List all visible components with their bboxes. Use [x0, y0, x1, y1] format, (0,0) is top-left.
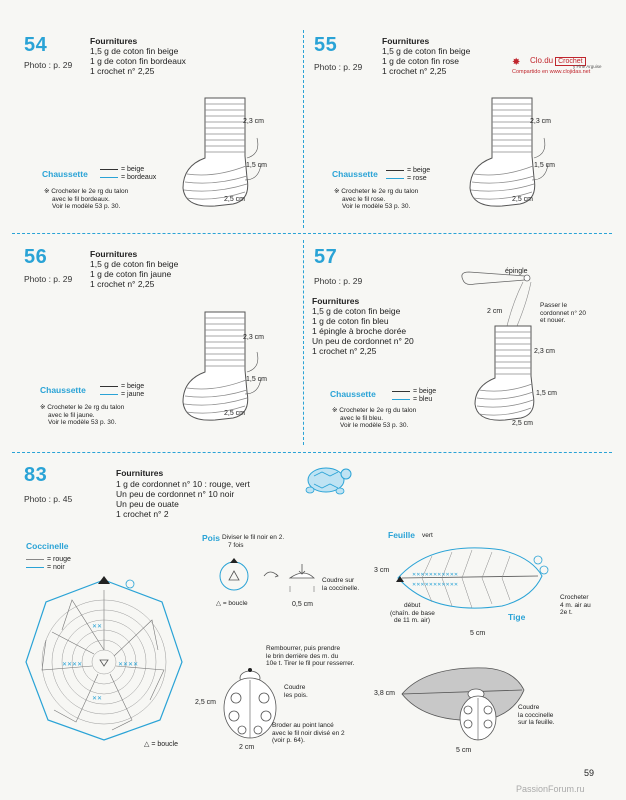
sock-legend-57: = beige = bleu — [392, 388, 436, 404]
sock-note-57: ※ Crocheter le 2e rg du talon avec le fil bleu. Voir le modèle 53 p. 30. — [332, 407, 417, 429]
sock-title-57: Chaussette — [330, 389, 376, 399]
ladybug-title: Coccinelle — [26, 541, 69, 551]
sock-note-54: ※ Crocheter le 2e rg du talon avec le fil bordeaux. Voir le modèle 53 p. 30. — [44, 188, 129, 210]
dots-loop-legend: △ = boucle — [216, 600, 248, 607]
dim-dot: 0,5 cm — [292, 601, 314, 608]
legend-line-color — [100, 177, 118, 178]
divider-vertical-mid — [303, 240, 304, 445]
dim-leaf-width: 5 cm — [470, 630, 486, 637]
model-number-57: 57 — [314, 246, 338, 268]
logo-brand-box: Crochet — [555, 57, 586, 66]
photo-ref-55: Photo : p. 29 — [314, 62, 363, 72]
sock-note-56: ※ Crocheter le 2e rg du talon avec le fil jaune. Voir le modèle 53 p. 30. — [40, 404, 125, 426]
photo-ref-57: Photo : p. 29 — [314, 276, 363, 286]
stem-title: Tige — [508, 612, 526, 622]
supplies-title-56: Fournitures — [90, 249, 138, 259]
dim-foot-56: 2,5 cm — [224, 410, 246, 417]
dim-loop-57: 2 cm — [487, 308, 503, 315]
leaf-color: vert — [422, 532, 433, 539]
label-pin: épingle — [505, 268, 528, 275]
dim-foot-54: 2,5 cm — [224, 196, 246, 203]
logo-mark-icon: ✸ — [512, 57, 521, 68]
dots-title: Pois — [202, 533, 220, 543]
dim-height-57: 2,3 cm — [534, 348, 556, 355]
dim-leaf2-width: 5 cm — [456, 747, 472, 754]
model-number-56: 56 — [24, 246, 48, 268]
dim-foot-57: 2,5 cm — [512, 420, 534, 427]
sock-note-55: ※ Crocheter le 2e rg du talon avec le fil rose. Voir le modèle 53 p. 30. — [334, 188, 419, 210]
photo-ref-56: Photo : p. 29 — [24, 274, 73, 284]
divider-vertical-top — [303, 30, 304, 228]
supplies-list-54: 1,5 g de coton fin beige 1 g de coton fin bordeaux 1 crochet n° 2,25 — [90, 46, 186, 76]
dot-chart-diagram — [214, 554, 254, 598]
ladybug-legend: = rouge = noir — [26, 556, 71, 572]
dim-foot-55: 2,5 cm — [512, 196, 534, 203]
sew-leaf-note: Coudre la coccinelle sur la feuille. — [518, 704, 555, 726]
sock-legend-56: = beige = jaune — [100, 383, 144, 399]
svg-text:✕✕✕✕: ✕✕✕✕ — [62, 662, 83, 668]
dim-ladybug-height: 2,5 cm — [195, 699, 217, 706]
supplies-list-56: 1,5 g de coton fin beige 1 g de coton fin jaune 1 crochet n° 2,25 — [90, 259, 179, 289]
photo-ref-83: Photo : p. 45 — [24, 494, 73, 504]
stuff-note: Rembourrer, puis prendre le brin derrière des m. du 10e t. Tirer le fil pour resserrer. — [266, 645, 355, 667]
label-cord-57: Passer le cordonnet n° 20 et nouer. — [540, 302, 586, 324]
supplies-title-55: Fournitures — [382, 36, 430, 46]
svg-text:✕✕✕✕✕✕✕✕✕✕✕: ✕✕✕✕✕✕✕✕✕✕✕ — [412, 582, 459, 588]
divider-horizontal-1 — [12, 233, 612, 234]
watermark: PassionForum.ru — [516, 784, 585, 794]
sock-title-54: Chaussette — [42, 169, 88, 179]
turtle-icon — [300, 458, 352, 498]
supplies-title-54: Fournitures — [90, 36, 138, 46]
dim-heel-54: 1,5 cm — [246, 162, 268, 169]
dim-leaf-height: 3 cm — [374, 567, 390, 574]
divider-horizontal-2 — [12, 452, 612, 453]
dim-leaf2-height: 3,8 cm — [374, 690, 396, 697]
dim-height-56: 2,3 cm — [243, 334, 265, 341]
sock-legend-54: = beige = bordeaux — [100, 166, 156, 182]
dim-height-54: 2,3 cm — [243, 118, 265, 125]
supplies-list-83: 1 g de cordonnet n° 10 : rouge, vert Un peu de cordonnet n° 10 noir Un peu de ouate 1 crochet n° 2 — [116, 479, 250, 519]
sock-title-56: Chaussette — [40, 385, 86, 395]
dim-heel-57: 1,5 cm — [536, 390, 558, 397]
stem-note: Crocheter 4 m. air au 2e t. — [560, 594, 591, 616]
photo-ref-54: Photo : p. 29 — [24, 60, 73, 70]
svg-text:✕✕: ✕✕ — [92, 624, 103, 630]
dot-shape-diagram — [260, 562, 320, 602]
leaf-start-note: début (chaîn. de base de 11 m. air) — [390, 602, 435, 624]
legend-line-beige — [100, 169, 118, 170]
ladybug-chart-diagram — [32, 570, 192, 745]
sock-title-55: Chaussette — [332, 169, 378, 179]
dim-ladybug-width: 2 cm — [239, 744, 255, 751]
supplies-list-55: 1,5 g de coton fin beige 1 g de coton fin rose 1 crochet n° 2,25 — [382, 46, 471, 76]
page-number: 59 — [584, 768, 595, 778]
supplies-title-83: Fournitures — [116, 468, 164, 478]
model-number-83: 83 — [24, 464, 48, 486]
svg-text:✕✕: ✕✕ — [92, 696, 103, 702]
logo-brand-sub: y Fine Arguise — [573, 64, 602, 69]
embroider-note: Broder au point lancé avec le fil noir divisé en 2 (voir p. 64). — [272, 722, 345, 744]
dim-height-55: 2,3 cm — [530, 118, 552, 125]
ladybug-loop-legend: △ = boucle — [144, 741, 178, 748]
model-number-54: 54 — [24, 34, 48, 56]
svg-text:✕✕✕✕✕✕✕✕✕✕✕: ✕✕✕✕✕✕✕✕✕✕✕ — [412, 572, 459, 578]
dim-heel-56: 1,5 cm — [246, 376, 268, 383]
sew-dots-label: Coudre les pois. — [284, 684, 308, 699]
leaf-assembled-diagram — [396, 660, 536, 750]
logo-brand-left: Clo.du — [530, 56, 554, 65]
supplies-list-57: 1,5 g de coton fin beige 1 g de coton fin bleu 1 épingle à broche dorée Un peu de cordonnet n° 20 1 crochet n° 2,25 — [312, 306, 414, 356]
supplies-title-57: Fournitures — [312, 296, 360, 306]
model-number-55: 55 — [314, 34, 338, 56]
sock-pin-diagram-57 — [455, 262, 585, 437]
svg-text:✕✕✕✕: ✕✕✕✕ — [118, 662, 139, 668]
logo-caption: Compartido en www.clojidas.net — [512, 69, 591, 75]
dots-instruction: Diviser le fil noir en 2. 7 fois — [222, 534, 285, 549]
sock-legend-55: = beige = rose — [386, 167, 430, 183]
sew-dots-note: Coudre sur la coccinelle. — [322, 577, 360, 592]
leaf-title: Feuille — [388, 530, 415, 540]
dim-heel-55: 1,5 cm — [534, 162, 556, 169]
